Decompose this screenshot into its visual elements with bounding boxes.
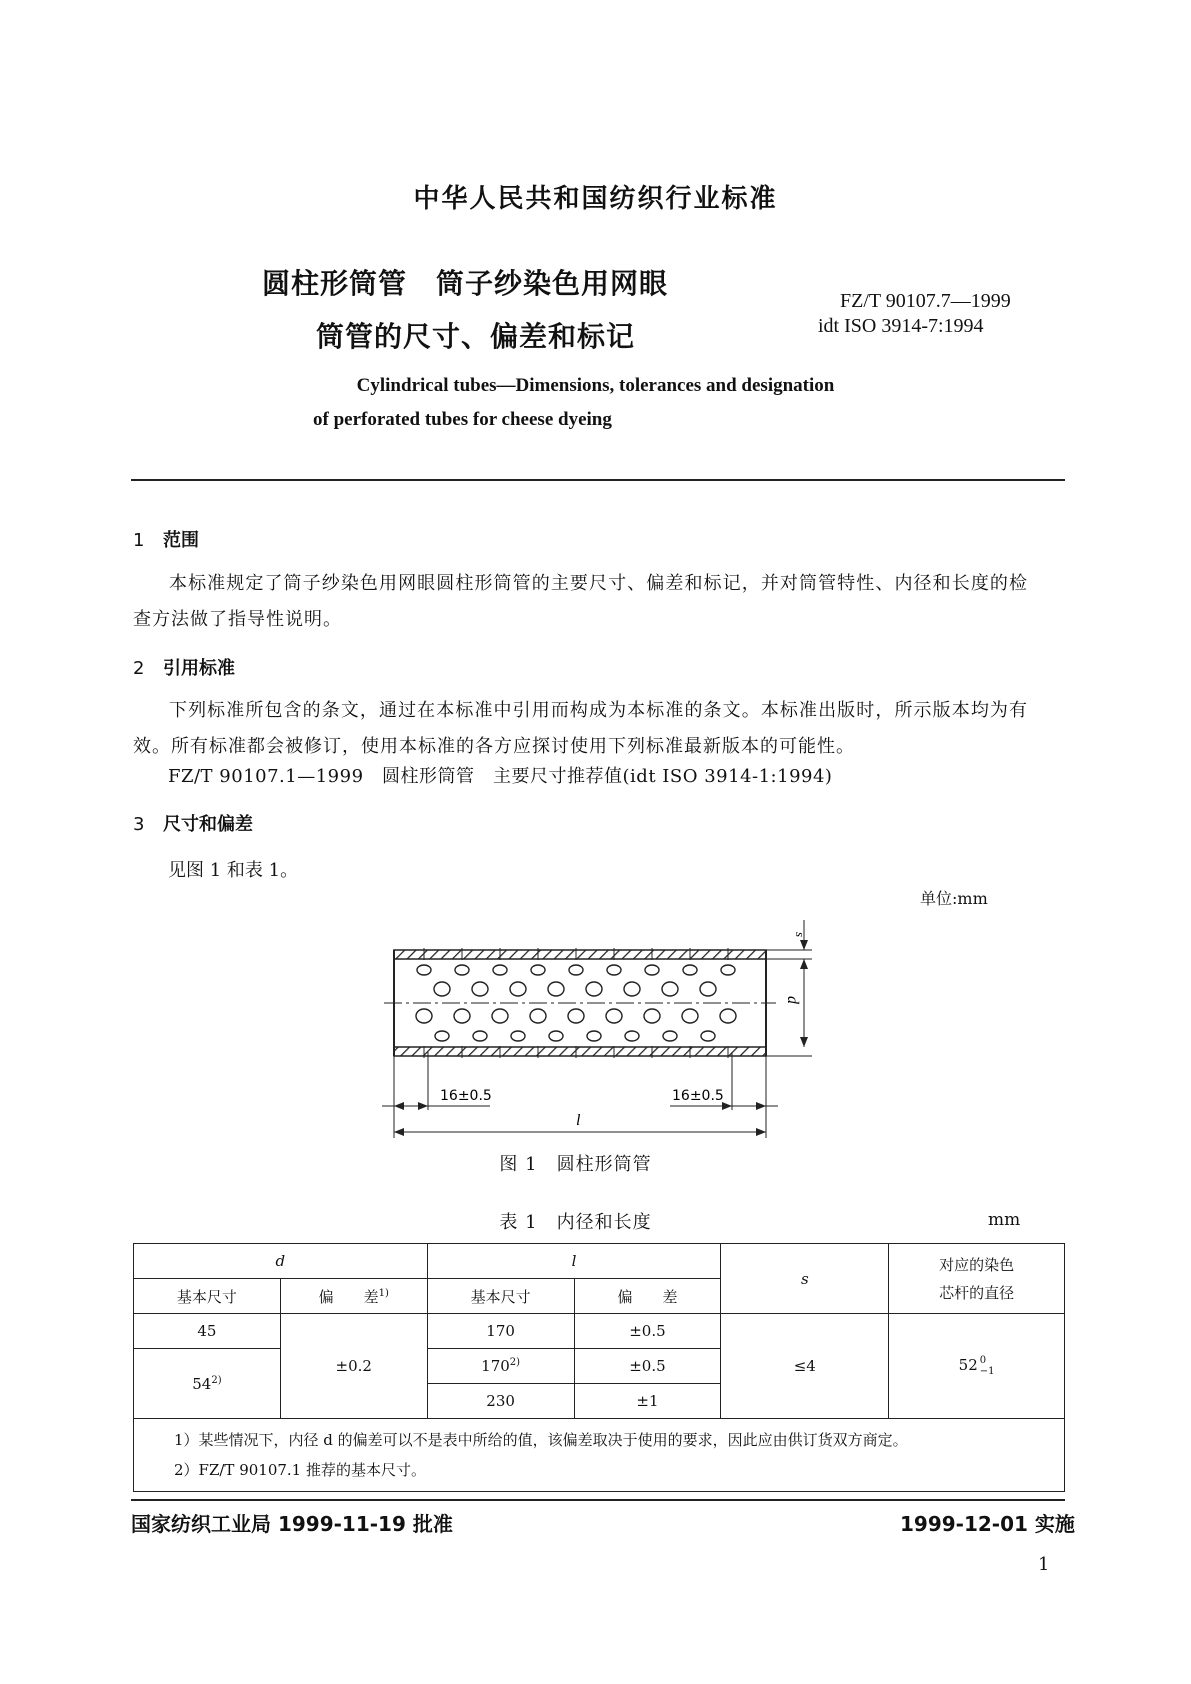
cell-s: ≤4: [721, 1314, 889, 1419]
perforation-hole: [663, 1031, 677, 1041]
cell-d-basic: 45: [134, 1314, 281, 1349]
document-title-cn-line1: 圆柱形筒管 筒子纱染色用网眼: [262, 267, 669, 300]
perforation-hole: [645, 965, 659, 975]
wall-thickness-label: s: [793, 932, 808, 938]
section-title: 范围: [163, 530, 199, 551]
perforation-hole: [454, 1009, 470, 1023]
arrowhead: [418, 1102, 428, 1110]
perforation-hole: [473, 1031, 487, 1041]
perforation-hole: [472, 982, 488, 996]
perforation-hole: [569, 965, 583, 975]
document-title-en-line1: Cylindrical tubes—Dimensions, tolerances and designation: [356, 375, 835, 396]
cell-l-dev: ±0.5: [574, 1349, 721, 1384]
section-number: 2: [133, 658, 145, 679]
arrowhead: [394, 1128, 404, 1136]
perforated-tube-drawing: [380, 906, 840, 1146]
header-core-diameter: [889, 1244, 1065, 1314]
header-d: d: [134, 1244, 428, 1279]
end-length-label-left: 16±0.5: [440, 1088, 492, 1104]
perforation-hole: [568, 1009, 584, 1023]
perforation-hole: [417, 965, 431, 975]
perforation-hole: [549, 1031, 563, 1041]
section-heading-scope: [133, 526, 199, 552]
perforation-hole: [606, 1009, 622, 1023]
section-heading-dimensions: [133, 810, 253, 836]
issuing-authority-heading: 中华人民共和国纺织行业标准: [413, 184, 778, 214]
cell-core-diameter: [889, 1314, 1065, 1419]
perforation-hole: [607, 965, 621, 975]
perforation-hole: [493, 965, 507, 975]
arrowhead: [756, 1128, 766, 1136]
page-number: 1: [1038, 1554, 1050, 1575]
arrowhead: [800, 1037, 808, 1047]
tube-wall-bottom: [394, 1047, 766, 1056]
perforation-hole: [434, 982, 450, 996]
section-heading-references: [133, 654, 235, 680]
approval-info: 国家纺织工业局 1999-11-19 批准: [131, 1512, 453, 1536]
table-row: [134, 1314, 1065, 1349]
perforation-hole: [662, 982, 678, 996]
section-title: 引用标准: [163, 658, 235, 679]
diameter-label: d: [784, 996, 801, 1004]
perforation-hole: [701, 1031, 715, 1041]
perforation-hole: [700, 982, 716, 996]
header-divider: [131, 479, 1065, 481]
perforation-hole: [416, 1009, 432, 1023]
perforation-hole: [510, 982, 526, 996]
figure-unit-label: 单位:mm: [920, 889, 988, 908]
cell-d-dev: ±0.2: [280, 1314, 427, 1419]
document-title-cn-line2: 筒管的尺寸、偏差和标记: [316, 320, 636, 353]
figure-caption: 图 1 圆柱形筒管: [499, 1154, 652, 1175]
core-lower: −1: [979, 1366, 995, 1377]
section-number: 3: [133, 814, 145, 835]
table-unit: mm: [988, 1210, 1021, 1230]
perforation-hole: [492, 1009, 508, 1023]
header-core-line2: 芯杆的直径: [939, 1283, 1015, 1302]
standard-idt-reference: idt ISO 3914-7:1994: [818, 315, 984, 337]
header-s: s: [721, 1244, 889, 1314]
section-dimensions-text: 见图 1 和表 1。: [168, 860, 299, 881]
end-length-label-right: 16±0.5: [672, 1088, 724, 1104]
cell-l-dev: ±1: [574, 1384, 721, 1419]
standard-code: FZ/T 90107.7—1999: [840, 290, 1011, 312]
dimensions-table: [133, 1243, 1065, 1492]
section-references-text: 下列标准所包含的条文，通过在本标准中引用而构成为本标准的条文。本标准出版时，所示版本均为有效。所有标准都会被修订，使用本标准的各方应探讨使用下列标准最新版本的可能性。: [133, 700, 1028, 757]
perforation-hole: [455, 965, 469, 975]
perforation-hole: [587, 1031, 601, 1041]
header-core-line1: 对应的染色: [939, 1255, 1015, 1274]
arrowhead: [800, 940, 808, 950]
subheader-dev-d: [280, 1279, 427, 1314]
perforation-hole: [644, 1009, 660, 1023]
subheader-dev-d-text: 偏 差: [318, 1287, 379, 1306]
subheader-basic-l: 基本尺寸: [427, 1279, 574, 1314]
footnote-marker: 2): [211, 1374, 222, 1386]
implementation-date: 1999-12-01 实施: [900, 1512, 1075, 1536]
section-scope-text: 本标准规定了筒子纱染色用网眼圆柱形筒管的主要尺寸、偏差和标记，并对筒管特性、内径和长度的检查方法做了指导性说明。: [133, 573, 1028, 630]
perforation-hole: [435, 1031, 449, 1041]
section-number: 1: [133, 530, 145, 551]
perforation-hole: [531, 965, 545, 975]
footnote-marker: 2): [509, 1357, 521, 1368]
footer-divider: [131, 1499, 1065, 1501]
normative-reference-item: FZ/T 90107.1—1999 圆柱形筒管 主要尺寸推荐值(idt ISO 3914-1:1994): [168, 766, 833, 787]
perforation-hole: [511, 1031, 525, 1041]
footnote-marker: 1): [378, 1287, 389, 1299]
subheader-basic-d: 基本尺寸: [134, 1279, 281, 1314]
table-notes-row: [134, 1419, 1065, 1492]
subheader-dev-l: 偏 差: [574, 1279, 721, 1314]
document-title-en-line2: of perforated tubes for cheese dyeing: [313, 409, 612, 430]
core-base: 52: [958, 1356, 978, 1374]
cell-l-basic-value: 170: [481, 1357, 510, 1375]
cell-l-dev: ±0.5: [574, 1314, 721, 1349]
table-note-1: 1）某些情况下，内径 d 的偏差可以不是表中所给的值，该偏差取决于使用的要求，因此应由供订货双方商定。: [174, 1431, 908, 1449]
perforation-hole: [530, 1009, 546, 1023]
cell-l-basic: 230: [427, 1384, 574, 1419]
table-caption: 表 1 内径和长度: [499, 1212, 652, 1233]
perforation-hole: [548, 982, 564, 996]
section-title: 尺寸和偏差: [163, 814, 253, 835]
cell-d-basic-value: 54: [192, 1374, 212, 1393]
perforation-hole: [721, 965, 735, 975]
length-label: l: [576, 1112, 581, 1129]
core-tolerance: [980, 1355, 995, 1377]
table-header-row: [134, 1244, 1065, 1279]
cell-l-basic: [427, 1349, 574, 1384]
perforation-hole: [720, 1009, 736, 1023]
table-note-2: 2）FZ/T 90107.1 推荐的基本尺寸。: [174, 1461, 426, 1479]
arrowhead: [394, 1102, 404, 1110]
tube-wall-top: [394, 950, 766, 959]
core-upper: 0: [979, 1355, 987, 1366]
perforation-hole: [586, 982, 602, 996]
header-l: l: [427, 1244, 721, 1279]
table-notes: [134, 1419, 1065, 1492]
cell-l-basic: 170: [427, 1314, 574, 1349]
perforation-hole: [683, 965, 697, 975]
arrowhead: [756, 1102, 766, 1110]
perforation-hole: [625, 1031, 639, 1041]
perforation-hole: [624, 982, 640, 996]
cell-d-basic: [134, 1349, 281, 1419]
perforation-hole: [682, 1009, 698, 1023]
